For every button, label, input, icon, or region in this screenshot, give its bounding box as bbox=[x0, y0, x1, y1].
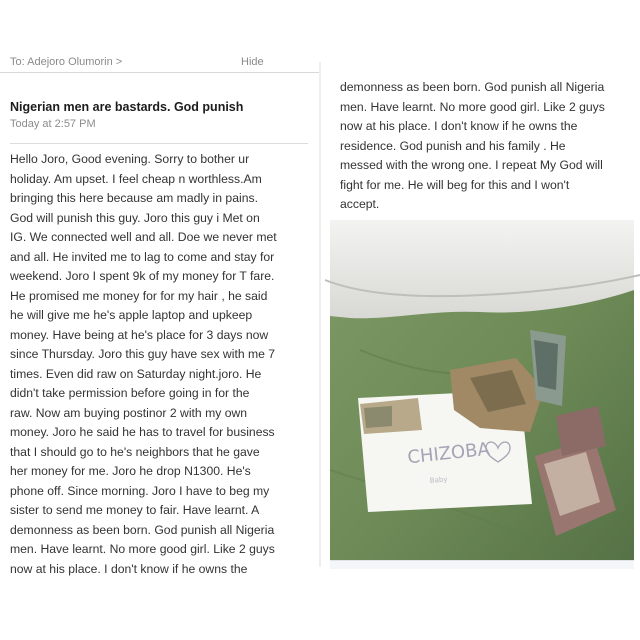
body-line: sister to send me money to fair. Have learnt. A bbox=[10, 503, 260, 517]
email-screenshot-right bbox=[322, 78, 640, 568]
body-line: messed with the wrong one. I repeat My God will bbox=[340, 158, 603, 172]
body-line: God will punish this guy. Joro this guy i Met on bbox=[10, 210, 260, 225]
body-line: her money for me. Joro he drop N1300. He's bbox=[10, 464, 251, 478]
hide-details-link[interactable]: Hide bbox=[241, 56, 264, 68]
body-line: holiday. Am upset. I feel cheap n worthless.Am bbox=[10, 171, 262, 186]
email-subject: Nigerian men are bastards. God punish bbox=[10, 100, 244, 114]
body-line: now at his place. I don't know if he owns the bbox=[340, 119, 578, 133]
attached-photo[interactable] bbox=[330, 220, 634, 560]
body-line: demonness as been born. God punish all Nigeria bbox=[340, 80, 605, 94]
card-signature: Baby bbox=[429, 475, 448, 485]
email-body-continued bbox=[340, 78, 636, 215]
body-line: residence. God punish and his family . He bbox=[340, 138, 566, 153]
body-line: Hello Joro, Good evening. Sorry to bother ur bbox=[10, 152, 250, 166]
body-line: phone off. Since morning. Joro I have to beg my bbox=[10, 483, 270, 498]
body-line: he will give me he's apple laptop and upkeep bbox=[10, 308, 253, 322]
body-line: money. Joro he said he has to travel for business bbox=[10, 425, 275, 439]
recipient-row bbox=[0, 56, 320, 73]
recipient-field[interactable]: To: Adejoro Olumorin > bbox=[10, 56, 123, 68]
body-line: now at his place. I don't know if he owns the bbox=[10, 561, 248, 576]
body-line: times. Even did raw on Saturday night.joro. He bbox=[10, 366, 262, 381]
body-line: demonness as been born. God punish all Nigeria bbox=[10, 522, 275, 537]
email-body bbox=[10, 150, 310, 579]
body-line: bringing this here because am madly in pains. bbox=[10, 191, 258, 205]
body-line: money. Have being at he's place for 3 days now bbox=[10, 327, 269, 342]
body-line: IG. We connected well and all. Doe we never met bbox=[10, 230, 277, 244]
email-screenshot-left bbox=[0, 56, 320, 576]
body-line: raw. Now am buying postinor 2 with my own bbox=[10, 405, 248, 420]
body-line: and all. He invited me to lag to come and stay for bbox=[10, 249, 275, 264]
panel-divider bbox=[319, 62, 321, 567]
card-handwriting: CHIZOBA bbox=[406, 438, 491, 469]
body-line: accept. bbox=[340, 197, 380, 211]
toolbar-strip bbox=[330, 560, 634, 569]
body-line: didn't take permission before going in for the bbox=[10, 386, 250, 400]
body-line: He promised me money for for my hair , he said bbox=[10, 288, 268, 303]
body-line: since Thursday. Joro this guy have sex with me 7 bbox=[10, 347, 276, 361]
body-line: fight for me. He will beg for this and I won't bbox=[340, 177, 570, 192]
body-line: that I should go to he's neighbors that he gave bbox=[10, 444, 260, 459]
body-line: weekend. Joro I spent 9k of my money for T fare. bbox=[10, 269, 275, 283]
email-timestamp: Today at 2:57 PM bbox=[10, 118, 96, 130]
header-divider bbox=[10, 143, 308, 144]
photo-illustration bbox=[330, 220, 634, 560]
body-line: men. Have learnt. No more good girl. Like 2 guys bbox=[340, 99, 605, 114]
body-line: men. Have learnt. No more good girl. Like 2 guys bbox=[10, 542, 275, 556]
